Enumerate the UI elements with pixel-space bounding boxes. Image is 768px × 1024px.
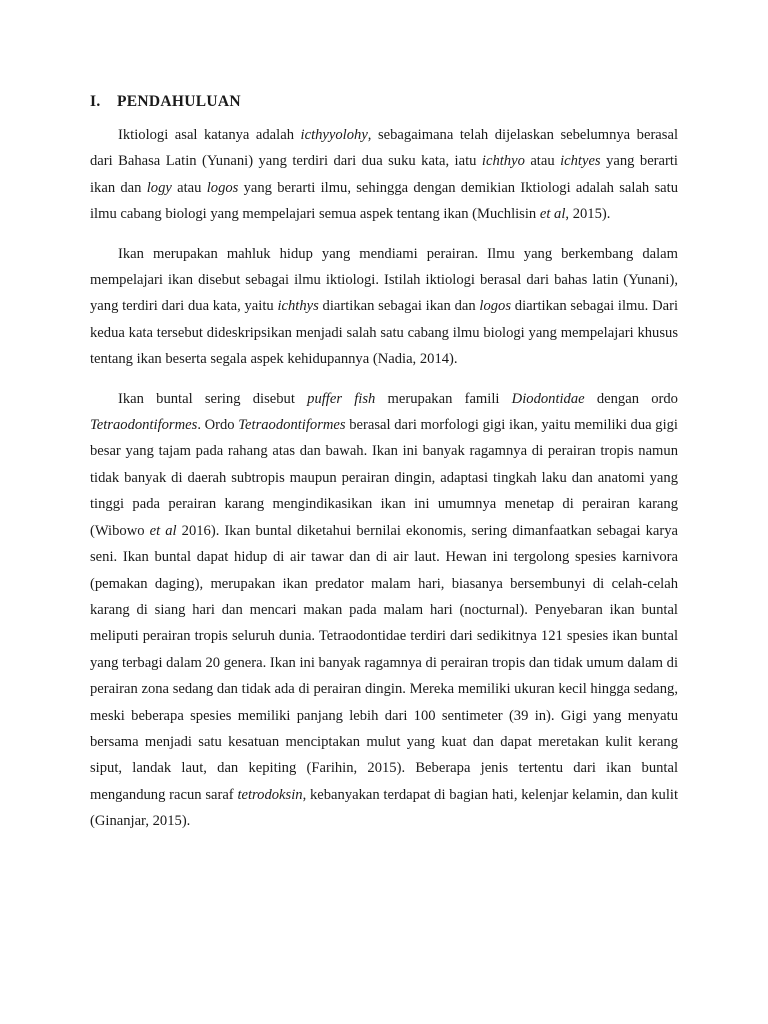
italic-term: Tetraodontiformes bbox=[90, 417, 198, 434]
italic-term: et al bbox=[149, 522, 177, 539]
text-run: . Ordo bbox=[197, 417, 239, 434]
text-run: dengan ordo bbox=[584, 390, 678, 407]
italic-term: logy bbox=[146, 179, 172, 196]
italic-term: Diodontidae bbox=[511, 390, 585, 407]
italic-term: ichthyo bbox=[481, 153, 525, 170]
text-run: diartikan sebagai ikan dan bbox=[318, 298, 480, 315]
text-run: Iktiologi asal katanya adalah bbox=[118, 127, 301, 143]
italic-term: icthyyolohy bbox=[300, 127, 368, 143]
text-run: atau bbox=[171, 179, 207, 196]
section-number: I. bbox=[90, 93, 101, 110]
text-run: 2016). Ikan buntal diketahui bernilai ekonomis, sering dimanfaatkan sebagai karya seni. Ikan buntal dapat hidup di air tawar dan di air laut. Hewan ini tergolong spesies karnivora (pemakan daging), merupakan ikan predator malam hari, biasanya bersembunyi di celah-celah karang di siang hari dan mencari makan pada malam hari (nocturnal). Penyebaran ikan buntal meliputi perairan tropis seluruh dunia. Tetraodontidae terdiri dari sedikitnya 121 spesies ikan buntal yang terbagi dalam 20 genera. Ikan ini banyak ragamnya di perairan tropis dan tidak umum dalam di perairan zona sedang dan tidak ada di perairan dingin. Mereka memiliki ukuran kecil hingga sedang, meski beberapa spesies memiliki panjang lebih dari 100 sentimeter (39 in). Gigi yang menyatu bersama menjadi satu kesatuan menciptakan mulut yang kuat dan dapat meretakan kulit kerang siput, landak laut, dan kepiting (Farihin, 2015). Beberapa jenis tertentu dari ikan buntal mengandung racun saraf bbox=[90, 522, 679, 803]
italic-term: ichthys bbox=[277, 298, 319, 315]
italic-term: logos bbox=[206, 179, 239, 196]
text-run: berasal dari morfologi gigi ikan, yaitu memiliki dua gigi besar yang tajam pada rahang atas dan bawah. Ikan ini banyak ragamnya di perairan tropis namun tidak banyak di daerah subtropis maupun perairan dingin, adaptasi tingkah laku dan anatomi yang tinggi pada perairan karang mengindikasikan ikan ini umumnya menetap di perairan karang (Wibowo bbox=[90, 417, 678, 539]
text-run: , sebagaimana telah dijelaskan sebelumnya berasal dari Bahasa Latin (Yunani) yang terdiri dari dua suku kata, iatu bbox=[90, 127, 678, 170]
text-run: atau bbox=[524, 153, 561, 170]
italic-term: tetrodoksin bbox=[237, 786, 303, 803]
text-run: diartikan sebagai ilmu. Dari kedua kata tersebut dideskripsikan menjadi salah satu cabang ilmu biologi yang mempelajari khusus tentang ikan beserta segala aspek kehidupannya (Nadia, 2014). bbox=[90, 298, 679, 368]
text-run: Ikan buntal sering disebut bbox=[118, 390, 308, 407]
text-run: , 2015). bbox=[565, 206, 611, 223]
italic-term: logos bbox=[479, 298, 512, 315]
paragraph-3 bbox=[90, 386, 678, 835]
italic-term: et al bbox=[539, 206, 566, 223]
section-title: PENDAHULUAN bbox=[117, 93, 241, 110]
italic-term: puffer fish bbox=[307, 390, 376, 407]
paragraph-2 bbox=[90, 241, 678, 373]
text-run: , kebanyakan terdapat di bagian hati, kelenjar kelamin, dan kulit (Ginanjar, 2015). bbox=[90, 786, 679, 830]
text-run: yang berarti ilmu, sehingga dengan demikian Iktiologi adalah salah satu ilmu cabang biologi yang mempelajari semua aspek tentang ikan (Muchlisin bbox=[90, 179, 678, 223]
italic-term: Tetraodontiformes bbox=[238, 417, 346, 434]
italic-term: ichtyes bbox=[560, 153, 601, 170]
text-run: merupakan famili bbox=[375, 390, 512, 407]
text-run: Ikan merupakan mahluk hidup yang mendiami perairan. Ilmu yang berkembang dalam mempelajari ikan disebut sebagai ilmu iktiologi. Istilah iktiologi berasal dari bahas latin (Yunani), yang terdiri dari dua kata, yaitu bbox=[90, 245, 678, 315]
text-run: yang berarti ikan dan bbox=[90, 153, 678, 196]
section-heading bbox=[90, 92, 678, 112]
paragraph-1 bbox=[90, 122, 678, 228]
